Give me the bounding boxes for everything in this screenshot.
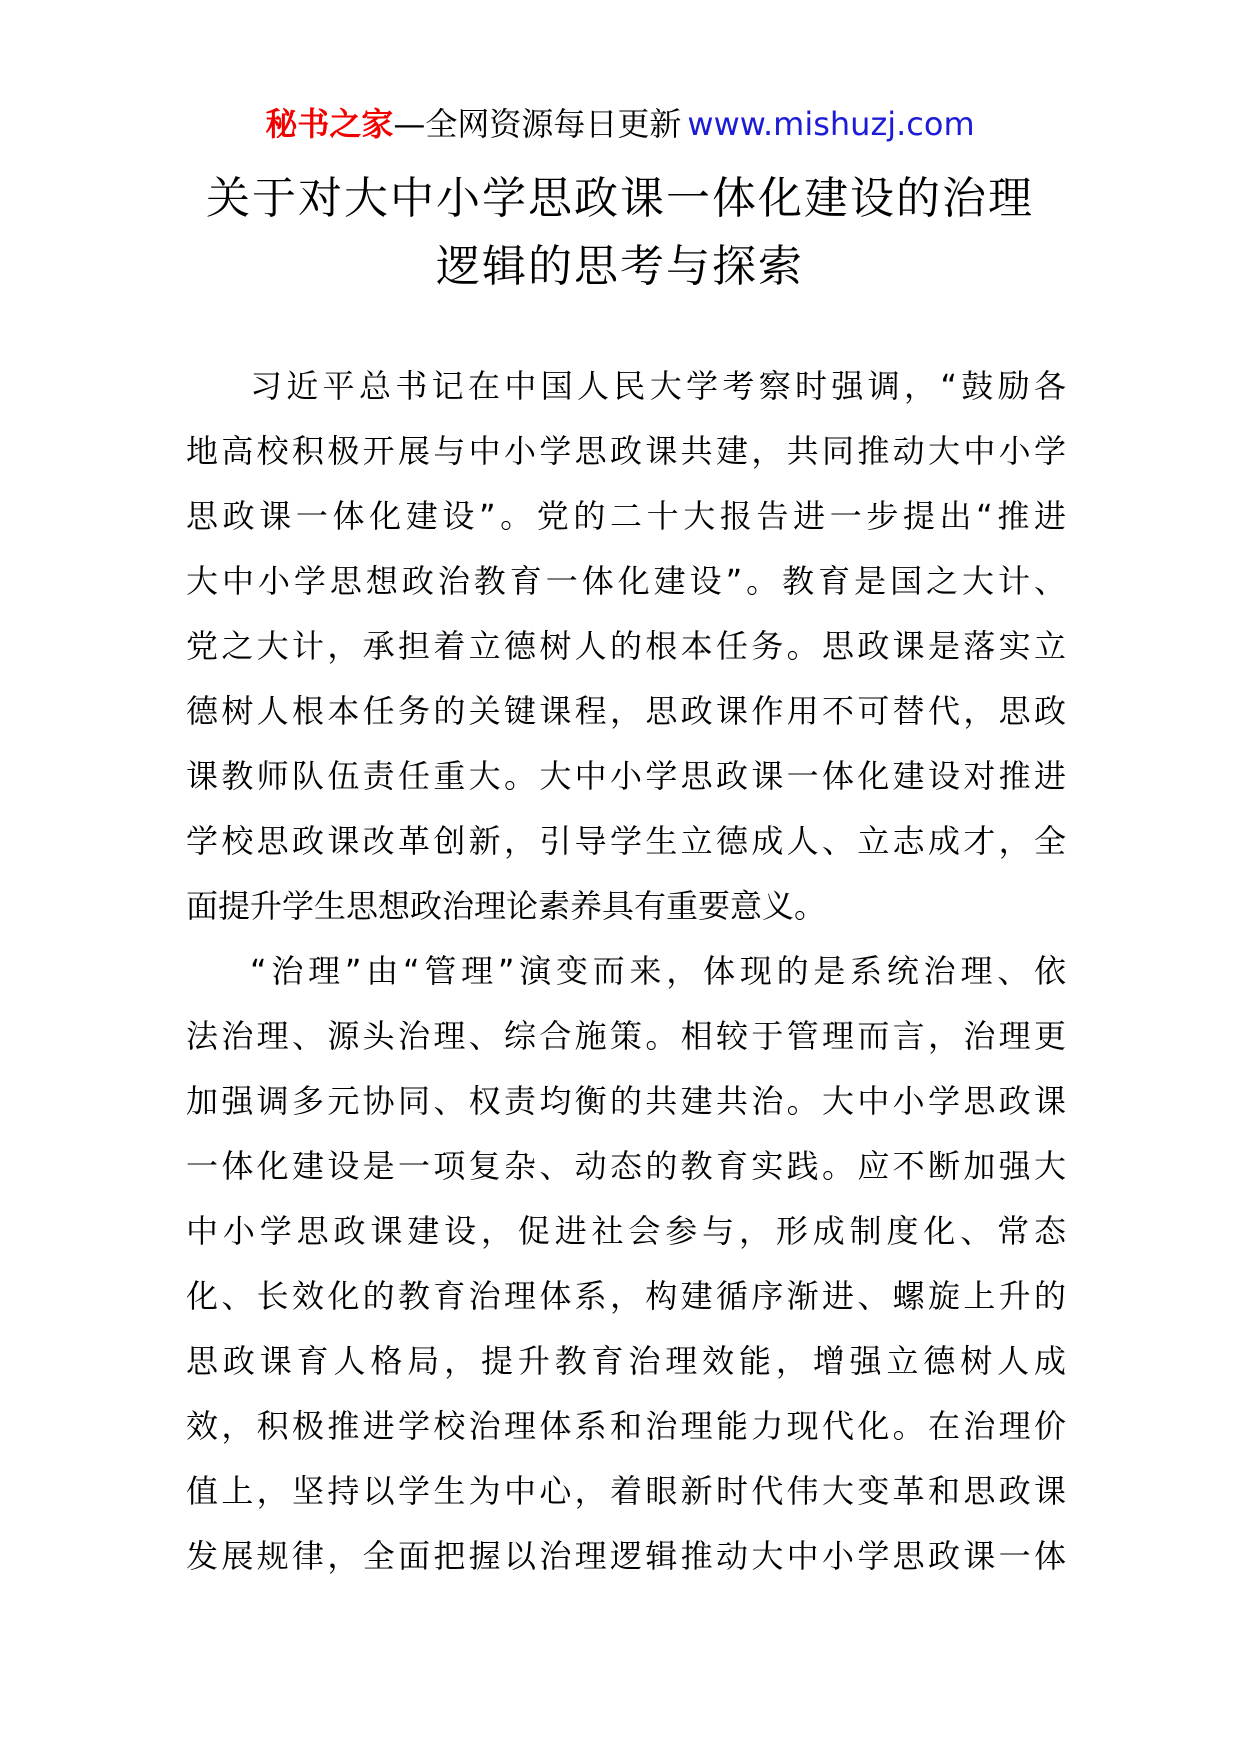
site-url: www.mishuzj.com: [687, 105, 975, 143]
title-line: 关于对大中小学思政课一体化建设的治理: [206, 173, 1034, 224]
paragraph-line: 思政课育人格局，提升教育治理效能，增强立德树人成: [186, 1342, 1066, 1380]
paragraph-line: 一体化建设是一项复杂、动态的教育实践。应不断加强大: [186, 1147, 1066, 1185]
paragraph-line: 学校思政课改革创新，引导学生立德成人、立志成才，全: [186, 822, 1066, 860]
paragraph-line: 党之大计，承担着立德树人的根本任务。思政课是落实立: [186, 627, 1066, 665]
paragraph-line: 加强调多元协同、权责均衡的共建共治。大中小学思政课: [186, 1082, 1066, 1120]
paragraph-line: 地高校积极开展与中小学思政课共建，共同推动大中小学: [186, 432, 1066, 470]
paragraph-line: 效，积极推进学校治理体系和治理能力现代化。在治理价: [186, 1407, 1066, 1445]
paragraph-line: 化、长效化的教育治理体系，构建循序渐进、螺旋上升的: [186, 1277, 1066, 1315]
brand-name: 秘书之家: [265, 105, 394, 143]
paragraph-line: 课教师队伍责任重大。大中小学思政课一体化建设对推进: [186, 757, 1066, 795]
paragraph-line: 中小学思政课建设，促进社会参与，形成制度化、常态: [186, 1212, 1066, 1250]
paragraph-line: 思政课一体化建设”。党的二十大报告进一步提出“推进: [186, 497, 1066, 535]
body-text: [186, 354, 1066, 1589]
paragraph-line: 发展规律，全面把握以治理逻辑推动大中小学思政课一体: [186, 1537, 1066, 1575]
paragraph-line: 习近平总书记在中国人民大学考察时强调，“鼓励各: [250, 367, 1066, 405]
paragraph-line: 面提升学生思想政治理论素养具有重要意义。: [186, 887, 827, 925]
paragraph-line: “治理”由“管理”演变而来，体现的是系统治理、依: [250, 952, 1066, 990]
site-header: [0, 98, 1240, 150]
paragraph-line: 法治理、源头治理、综合施策。相较于管理而言，治理更: [186, 1017, 1066, 1055]
paragraph-line: 值上，坚持以学生为中心，着眼新时代伟大变革和思政课: [186, 1472, 1066, 1510]
header-tagline: —全网资源每日更新: [393, 105, 682, 143]
title-line: 逻辑的思考与探索: [436, 241, 804, 292]
paragraph-line: 大中小学思想政治教育一体化建设”。教育是国之大计、: [186, 562, 1066, 600]
paragraph-line: 德树人根本任务的关键课程，思政课作用不可替代，思政: [186, 692, 1066, 730]
document-title: [120, 165, 1120, 301]
